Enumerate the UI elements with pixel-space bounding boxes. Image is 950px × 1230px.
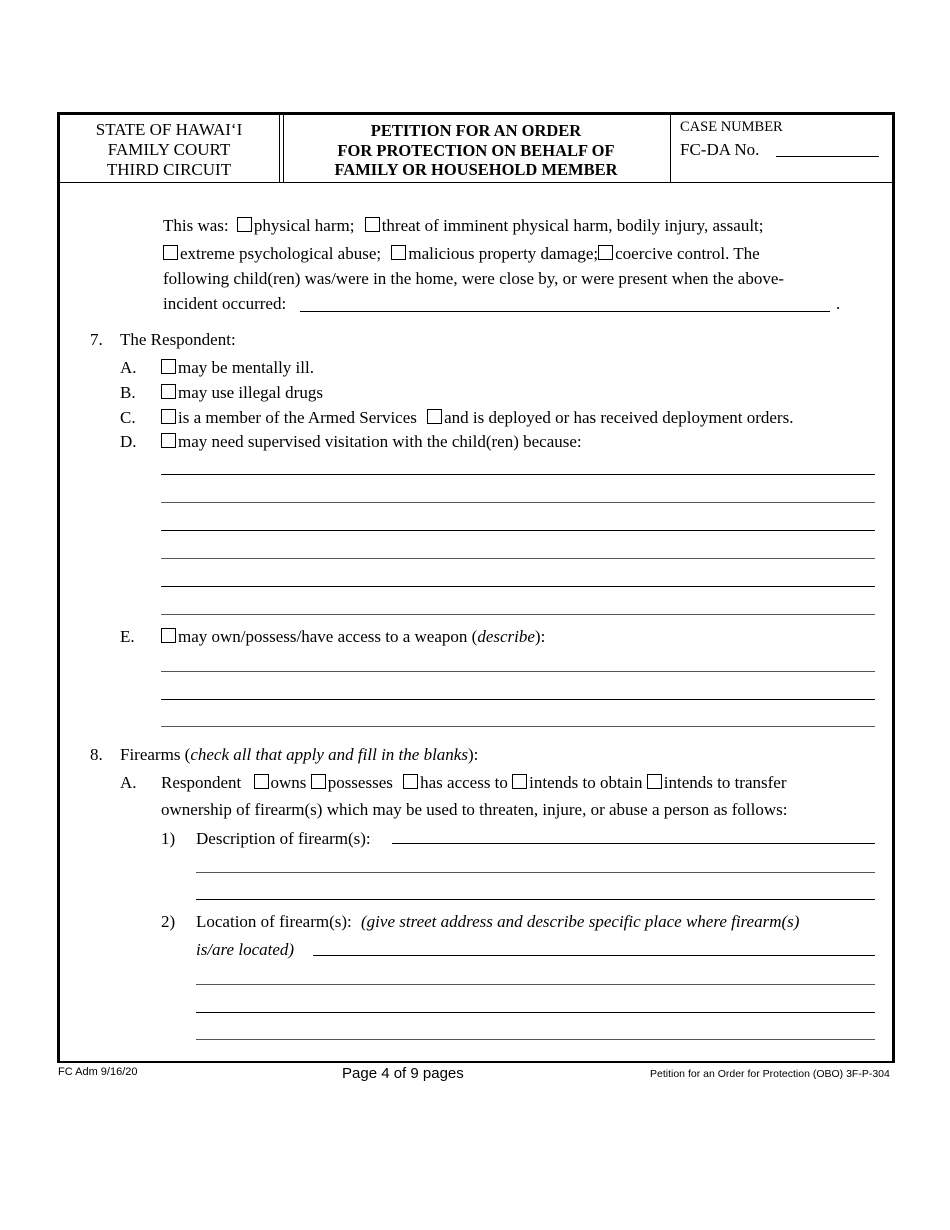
incident-line-2 <box>163 244 760 264</box>
case-number-prefix: FC-DA No. <box>680 140 760 159</box>
firearm-location-line-2[interactable] <box>196 984 875 985</box>
illegal-drugs-checkbox[interactable] <box>161 384 176 399</box>
case-number-field[interactable] <box>776 156 879 157</box>
visitation-reason-line-4[interactable] <box>161 558 875 559</box>
intends-transfer-checkbox[interactable] <box>647 774 662 789</box>
form-title-line-3: FAMILY OR HOUSEHOLD MEMBER <box>334 160 618 179</box>
firearms-instruction: check all that apply and fill in the blanks <box>190 745 468 764</box>
firearm-location-line-3[interactable] <box>196 1012 875 1013</box>
incident-line-1 <box>163 216 764 236</box>
section-7-title: The Respondent: <box>120 330 236 349</box>
court-type: FAMILY COURT <box>107 140 231 159</box>
threat-checkbox[interactable] <box>365 217 380 232</box>
form-title-line-2: FOR PROTECTION ON BEHALF OF <box>337 140 615 160</box>
item-7e <box>161 627 545 647</box>
firearm-location-instruction-2 <box>196 940 294 960</box>
incident-period: . <box>836 294 841 313</box>
deployed-label: and is deployed or has received deployment orders. <box>444 408 794 427</box>
this-was-label: This was: <box>163 216 229 235</box>
court-circuit: THIRD CIRCUIT <box>106 160 232 179</box>
form-revision: FC Adm 9/16/20 <box>58 1066 138 1078</box>
section-7-number: 7. <box>90 330 103 349</box>
item-7e-letter: E. <box>120 627 135 646</box>
has-access-checkbox[interactable] <box>403 774 418 789</box>
weapon-description-line-2[interactable] <box>161 699 875 700</box>
weapon-description-line-3[interactable] <box>161 726 875 727</box>
intends-obtain-label: intends to obtain <box>529 773 643 792</box>
deployed-checkbox[interactable] <box>427 409 442 424</box>
intends-obtain-checkbox[interactable] <box>512 774 527 789</box>
page-number: Page 4 of 9 pages <box>342 1065 464 1082</box>
firearm-location-line-4[interactable] <box>196 1039 875 1040</box>
incident-children-field[interactable] <box>300 311 830 312</box>
firearm-description-line-2[interactable] <box>196 872 875 873</box>
has-access-label: has access to <box>420 773 508 792</box>
weapon-access-label-end: ): <box>534 627 546 646</box>
possesses-checkbox[interactable] <box>311 774 326 789</box>
item-7c <box>161 408 793 428</box>
item-7b-letter: B. <box>120 383 136 402</box>
firearm-description-line-3[interactable] <box>196 899 875 900</box>
firearm-description-field[interactable] <box>392 843 875 844</box>
coercive-control-checkbox[interactable] <box>598 245 613 260</box>
firearm-location-label <box>196 912 799 932</box>
mentally-ill-label: may be mentally ill. <box>178 358 314 377</box>
visitation-reason-line-2[interactable] <box>161 502 875 503</box>
item-7a <box>161 358 314 378</box>
header-divider-left <box>279 113 280 183</box>
weapon-access-label: may own/possess/have access to a weapon ( <box>178 627 478 646</box>
form-title-line-1: PETITION FOR AN ORDER <box>370 121 582 140</box>
header-divider <box>57 182 895 183</box>
visitation-reason-line-6[interactable] <box>161 614 875 615</box>
case-number-label: CASE NUMBER <box>680 119 783 135</box>
form-title <box>284 121 668 180</box>
visitation-reason-line-5[interactable] <box>161 586 875 587</box>
item-8a-letter: A. <box>120 773 137 792</box>
item-2-number: 2) <box>161 912 176 931</box>
psych-abuse-checkbox[interactable] <box>163 245 178 260</box>
firearms-title-end: ): <box>467 745 479 764</box>
physical-harm-checkbox[interactable] <box>237 217 252 232</box>
item-7b <box>161 383 323 403</box>
armed-services-checkbox[interactable] <box>161 409 176 424</box>
threat-label: threat of imminent physical harm, bodily injury, assault; <box>381 216 764 235</box>
form-name: Petition for an Order for Protection (OBO) 3F-P-304 <box>650 1068 890 1080</box>
item-7a-letter: A. <box>120 358 137 377</box>
firearm-location-text: Location of firearm(s): <box>196 912 352 931</box>
weapon-describe-label: describe <box>477 627 535 646</box>
section-8-title <box>120 745 478 765</box>
item-7d-letter: D. <box>120 432 137 451</box>
visitation-reason-line-3[interactable] <box>161 530 875 531</box>
firearm-location-instruction: (give street address and describe specific place where firearm(s) <box>361 912 800 931</box>
intends-transfer-label: intends to transfer <box>663 773 787 792</box>
owns-label: owns <box>270 773 307 792</box>
possesses-label: possesses <box>327 773 393 792</box>
section-8-number: 8. <box>90 745 103 764</box>
property-damage-checkbox[interactable] <box>391 245 406 260</box>
firearms-title: Firearms ( <box>120 745 191 764</box>
supervised-visitation-label: may need supervised visitation with the child(ren) because: <box>178 432 582 451</box>
firearm-location-field[interactable] <box>313 955 875 956</box>
mentally-ill-checkbox[interactable] <box>161 359 176 374</box>
item-1-number: 1) <box>161 829 176 848</box>
armed-services-label: is a member of the Armed Services <box>178 408 417 427</box>
item-7c-letter: C. <box>120 408 136 427</box>
incident-line-3: following child(ren) was/were in the home, were close by, or were present when the above- <box>163 269 785 288</box>
court-state: STATE OF HAWAI‘I <box>95 120 243 139</box>
coercive-control-label: coercive control. The <box>615 244 760 263</box>
visitation-reason-line-1[interactable] <box>161 474 875 475</box>
firearm-location-instruction-end: is/are located) <box>196 940 295 959</box>
psych-abuse-label: extreme psychological abuse; <box>180 244 382 263</box>
header-divider-right <box>670 113 671 183</box>
court-name <box>60 120 278 180</box>
weapon-access-checkbox[interactable] <box>161 628 176 643</box>
owns-checkbox[interactable] <box>254 774 269 789</box>
physical-harm-label: physical harm; <box>253 216 355 235</box>
respondent-label: Respondent <box>161 773 242 792</box>
incident-occurred-label: incident occurred: <box>163 294 287 313</box>
property-damage-label: malicious property damage; <box>408 244 599 263</box>
illegal-drugs-label: may use illegal drugs <box>178 383 323 402</box>
firearm-description-label: Description of firearm(s): <box>196 829 371 848</box>
supervised-visitation-checkbox[interactable] <box>161 433 176 448</box>
weapon-description-line-1[interactable] <box>161 671 875 672</box>
ownership-line: ownership of firearm(s) which may be used to threaten, injure, or abuse a person as follows: <box>161 800 788 819</box>
item-8a-options <box>161 773 787 793</box>
item-7d <box>161 432 582 452</box>
